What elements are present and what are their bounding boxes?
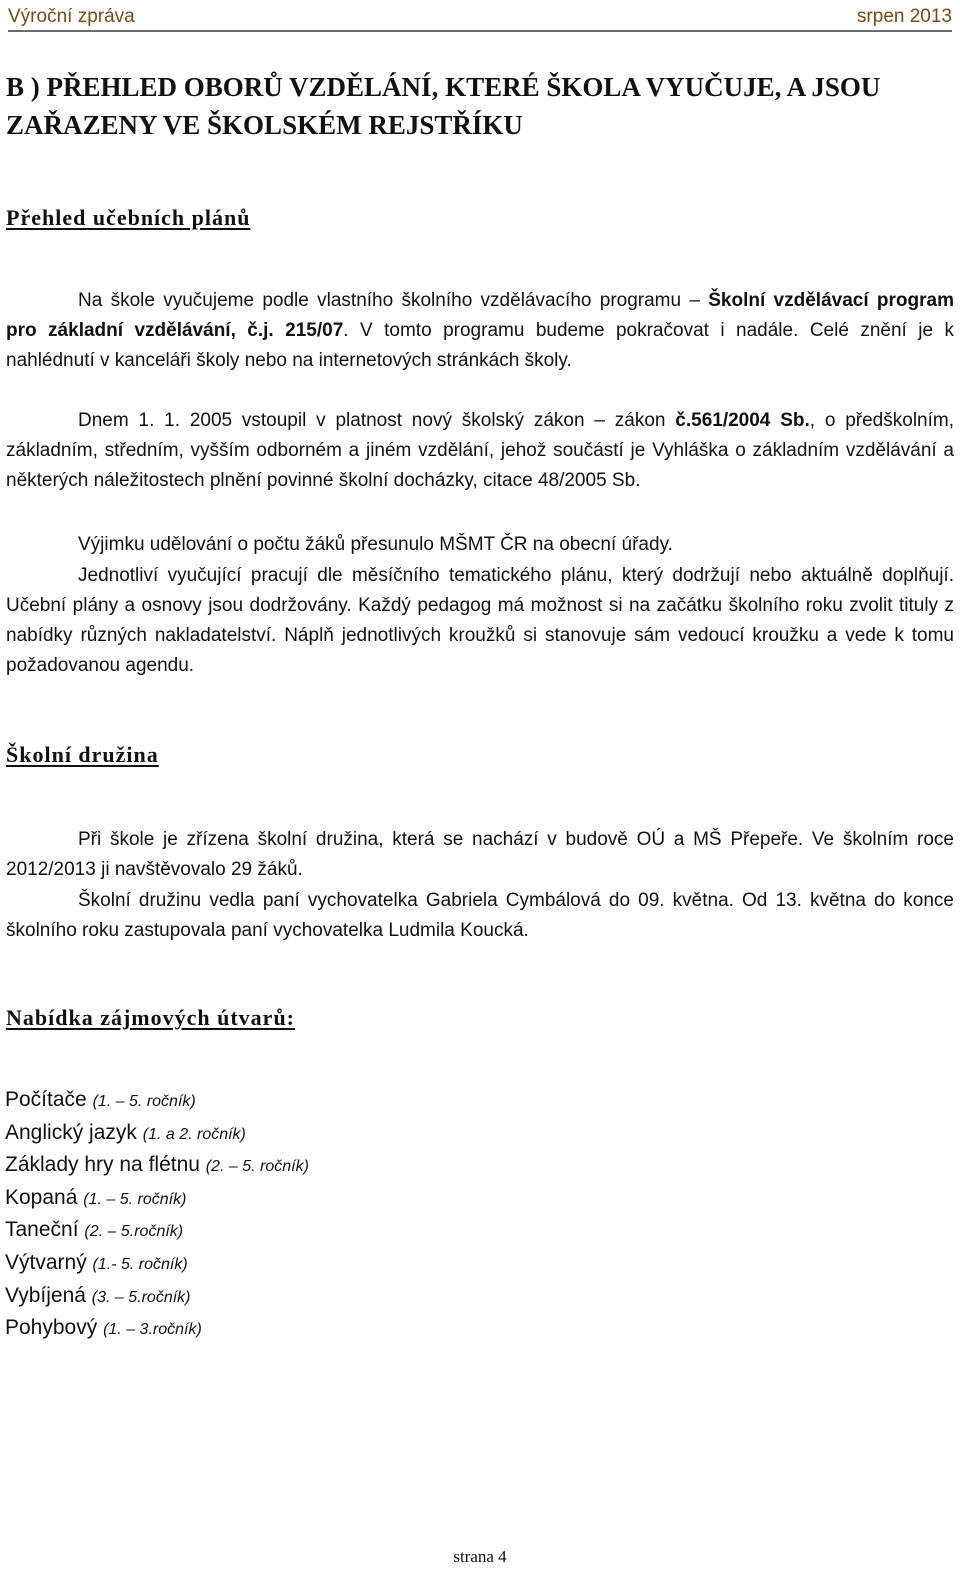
list-item: Pohybový (1. – 3.ročník) [5,1316,202,1340]
header-date: srpen 2013 [856,6,952,27]
list-item: Výtvarný (1.- 5. ročník) [5,1250,188,1274]
activities-heading: Nabídka zájmových útvarů: [6,1005,296,1030]
plans-paragraph-2: Dnem 1. 1. 2005 vstoupil v platnost nový školský zákon – zákon č.561/2004 Sb., o předškolním, základním, středním, vyšším odborném a jiném vzdělání, jehož součástí je Vyhláška o základním vzdělávání a některých náležitostech plnění povinné školní docházky, citace 48/2005 Sb. [6,410,954,491]
plans-paragraph-1: Na škole vyučujeme podle vlastního školního vzdělávacího programu – Školní vzdělávací program pro základní vzdělávání, č.j. 215/07. V tomto programu budeme pokračovat i nadále. Celé znění je k nahlédnutí v kanceláři školy nebo na internetových stránkách školy. [6,290,955,371]
list-item: Anglický jazyk (1. a 2. ročník) [5,1120,246,1144]
plans-paragraph-3: Výjimku udělování o počtu žáků přesunulo MŠMT ČR na obecní úřady. [78,534,673,555]
druzina-paragraph-1: Při škole je zřízena školní družina, která se nachází v budově OÚ a MŠ Přepeře. Ve školním roce 2012/2013 ji navštěvovalo 29 žáků. [6,829,954,880]
druzina-heading: Školní družina [6,742,159,767]
page-header [8,0,952,32]
header-title: Výroční zpráva [8,6,135,27]
plans-heading: Přehled učebních plánů [6,205,251,230]
list-item: Taneční (2. – 5.ročník) [5,1218,184,1242]
section-title: B ) PŘEHLED OBORŮ VZDĚLÁNÍ, KTERÉ ŠKOLA VYUČUJE, A JSOU ZAŘAZENY VE ŠKOLSKÉM REJSTŘÍKU [6,72,881,140]
page-number: strana 4 [453,1547,507,1566]
plans-paragraph-4: Jednotliví vyučující pracují dle měsíčního tematického plánu, který dodržují nebo aktuálně doplňují. Učební plány a osnovy jsou dodržovány. Každý pedagog má možnost si na začátku školního roku zvolit tituly z nabídky různých nakladatelství. Náplň jednotlivých kroužků si stanovuje sám vedoucí kroužku a vede k tomu požadovanou agendu. [6,565,954,676]
list-item: Počítače (1. – 5. ročník) [5,1088,196,1111]
druzina-paragraph-2: Školní družinu vedla paní vychovatelka Gabriela Cymbálová do 09. května. Od 13. května do konce školního roku zastupovala paní vychovatelka Ludmila Koucká. [6,890,954,941]
activities-list [5,1085,309,1346]
list-item: Kopaná (1. – 5. ročník) [5,1185,187,1209]
list-item: Základy hry na flétnu (2. – 5. ročník) [5,1153,309,1177]
list-item: Vybíjená (3. – 5.ročník) [5,1283,191,1307]
